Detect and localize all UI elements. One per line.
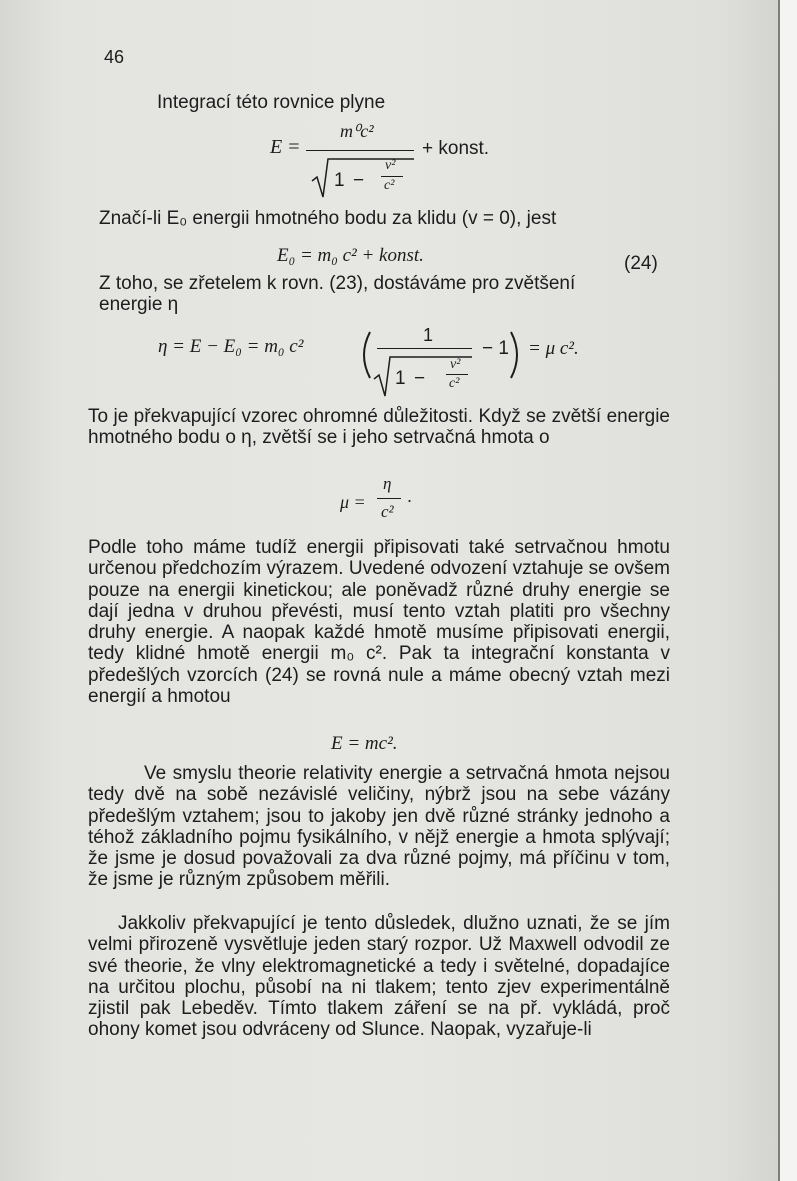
- equation-e-mc2: E = mc².: [331, 733, 398, 754]
- paragraph-podle-toho: Podle toho máme tudíž energii připisovati také setrvačnou hmotu určenou předchozím výrazem. Uvedené odvození vztahuje se ovšem pouze na energii kinetickou; ale poněvadž různé druhy energie se dají jedna v druhou převésti, musí tento vztah platiti pro všechny druhy energie. A naopak každé hmotě musíme připisovati energii, tedy klidné hmotě energii m₀ c². Pak ta integrační konstanta v předešlých vzorcích (24) se rovná nule a máme obecný vztah mezi energií a hmotou: [88, 537, 670, 708]
- equation-24: E₀ = m₀ c² + konst.: [277, 245, 424, 266]
- right-paren: [508, 330, 524, 380]
- intro-line: Integrací této rovnice plyne: [157, 92, 386, 113]
- line-z-toho: Z toho, se zřetelem k rovn. (23), dostáváme pro zvětšení: [99, 273, 576, 294]
- equation-number-24: (24): [624, 253, 658, 274]
- page-number: 46: [104, 47, 125, 67]
- sqrt-sign: [310, 153, 420, 199]
- rest-energy-line: Značí-li E₀ energii hmotného bodu za klidu (v = 0), jest: [99, 208, 557, 229]
- page-margin-strip: [780, 0, 797, 1181]
- fraction-bar: [377, 498, 401, 499]
- line-energie: energie η: [99, 294, 179, 315]
- paragraph-ve-smyslu: Ve smyslu theorie relativity energie a setrvačná hmota nejsou tedy dvě na sobě nezávislé veličiny, nýbrž jsou na sebe vázány předešlým vztahem; jsou to jakoby jen dvě různé stránky jednoho a téhož základního pojmu fysikálního, v nějž energie a hmota splývají; že jsme je dosud považovali za dva různé pojmy, má příčinu v tom, že jsme je různým způsobem měřili.: [88, 763, 670, 891]
- paragraph-to-je: To je překvapující vzorec ohromné důležitosti. Když se zvětší energie hmotného bodu o η, zvětší se i jeho setrvačná hmota o: [88, 406, 670, 449]
- paragraph-jakkoliv: Jakkoliv překvapující je tento důsledek, dlužno uznati, že se jím velmi přirozeně vysvětluje jeden starý rozpor. Už Maxwell odvodil ze své theorie, že vlny elektromagnetické a tedy i světelné, dopadajíce na určitou plochu, působí na ni tlakem; tento zjev experimentálně zjistil pak Lebeděv. Tímto tlakem záření se na př. vykládá, proč ohony komet jsou odvráceny od Slunce. Naopak, vyzařuje-li: [88, 913, 670, 1041]
- fraction-bar: [306, 150, 414, 151]
- left-paren: [357, 330, 373, 380]
